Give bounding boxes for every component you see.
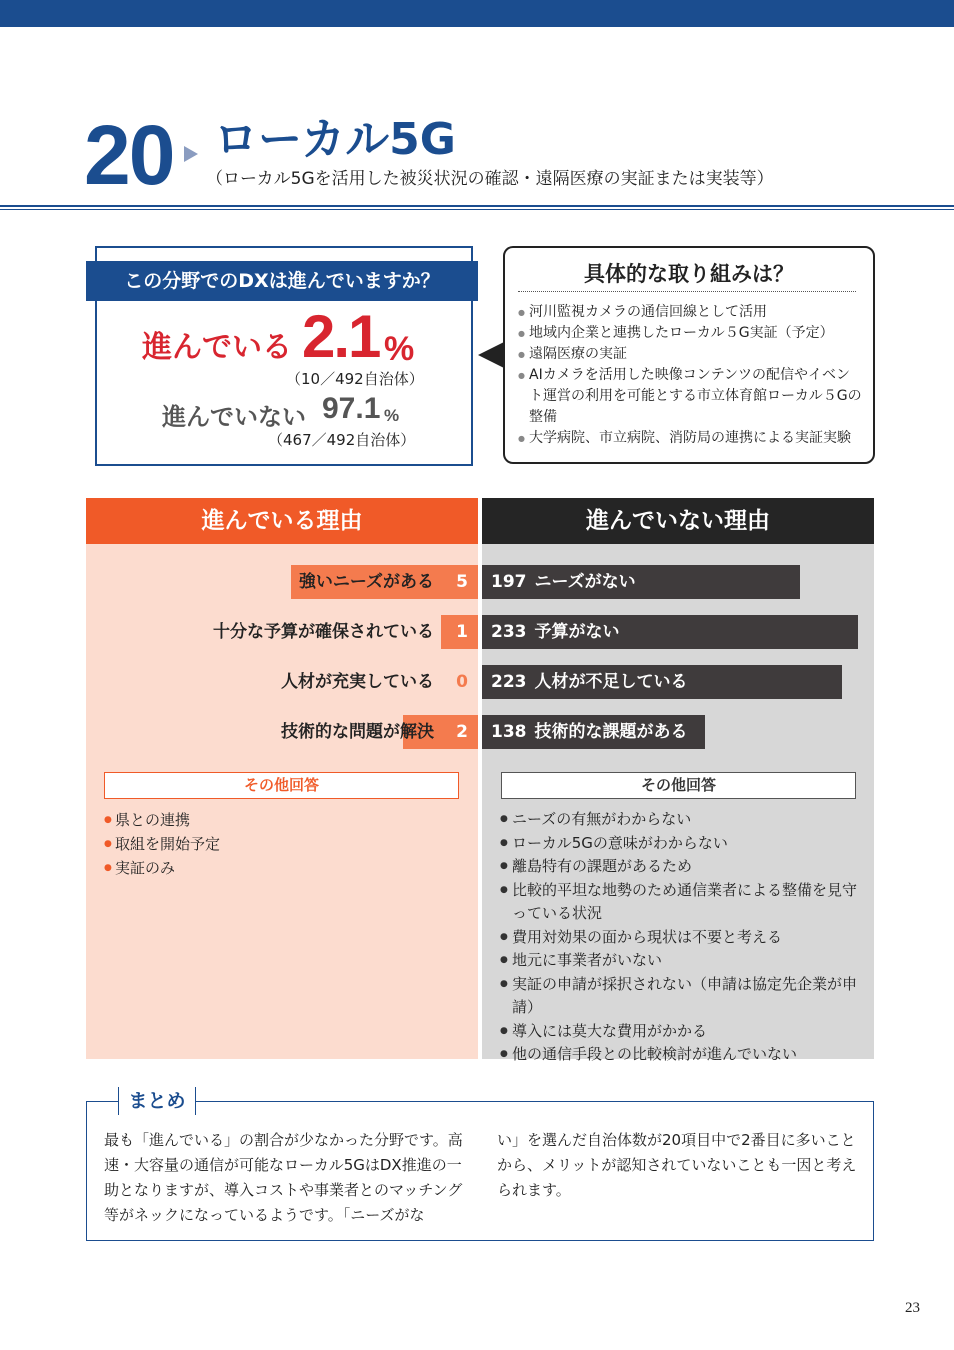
other-answer-item: ● 費用対効果の面から現状は不要と考える [500, 926, 862, 950]
progressing-reason-count: 1 [456, 622, 468, 642]
summary-title: まとめ [118, 1087, 196, 1115]
other-answer-item: ● ローカル5Gの意味がわからない [500, 832, 862, 856]
not-progressing-other-title: その他回答 [501, 772, 856, 799]
not-progressing-reason-label: ニーズがない [534, 572, 636, 592]
progressing-reason-count: 5 [456, 572, 468, 592]
initiative-item: ● 遠隔医療の実証 [518, 344, 862, 365]
not-progressing-reason [491, 665, 688, 699]
initiatives-divider [518, 291, 856, 292]
progressing-percent-sign: % [384, 330, 415, 368]
triangle-arrow-icon [184, 146, 198, 162]
progressing-reason-label: 強いニーズがある [298, 572, 434, 592]
header-rule [0, 205, 954, 207]
not-progressing-reason-label: 技術的な課題がある [534, 722, 688, 742]
not-progressing-percent-sign: % [384, 406, 400, 425]
progressing-other-list [104, 808, 464, 880]
not-progressing-reason [491, 565, 636, 599]
other-answer-item: ● ニーズの有無がわからない [500, 808, 862, 832]
progressing-percent: 2.1 [302, 303, 380, 370]
progressing-count: （10／492自治体） [286, 370, 424, 388]
other-answer-item: ● 実証の申請が採択されない（申請は協定先企業が申請） [500, 973, 862, 1020]
not-progressing-reason-count: 197 [491, 572, 527, 592]
not-progressing-reasons-header: 進んでいない理由 [482, 498, 874, 544]
not-progressing-reason-label: 人材が不足している [534, 672, 688, 692]
question-banner: この分野でのDXは進んでいますか？ [86, 261, 478, 301]
progressing-reason-label: 十分な予算が確保されている [213, 622, 434, 642]
not-progressing-reason [491, 615, 620, 649]
other-answer-item: ● 離島特有の課題があるため [500, 855, 862, 879]
section-title: ローカル5G [214, 114, 456, 165]
other-answer-item: ● 他の通信手段との比較検討が進んでいない [500, 1043, 862, 1067]
other-answer-item: ● 比較的平坦な地勢のため通信業者による整備を見守っている状況 [500, 879, 862, 926]
section-number: 20 [84, 108, 174, 202]
initiative-item: ● 地域内企業と連携したローカル５G実証（予定） [518, 323, 862, 344]
not-progressing-label: 進んでいない [162, 403, 306, 431]
progressing-reason-count: 2 [456, 722, 468, 742]
progressing-reasons-header: 進んでいる理由 [86, 498, 478, 544]
progressing-reason-count: 0 [456, 672, 468, 692]
not-progressing-other-list [500, 808, 862, 1067]
not-progressing-reason-count: 138 [491, 722, 527, 742]
not-progressing-reason [491, 715, 688, 749]
top-color-bar [0, 0, 954, 27]
other-answer-item: ● 地元に事業者がいない [500, 949, 862, 973]
not-progressing-reason-count: 223 [491, 672, 527, 692]
section-subtitle: （ローカル5Gを活用した被災状況の確認・遠隔医療の実証または実装等） [206, 169, 774, 189]
not-progressing-reason-count: 233 [491, 622, 527, 642]
initiatives-list [518, 302, 862, 449]
header-rule-thin [0, 209, 954, 210]
progressing-reason-label: 人材が充実している [281, 672, 434, 692]
summary-text-column-2: い」を選んだ自治体数が20項目中で2番目に多いことから、メリットが認知されていないことも一因と考えられます。 [497, 1131, 857, 1199]
other-answer-item: ● 取組を開始予定 [104, 832, 464, 856]
speech-pointer-icon [478, 342, 504, 368]
other-answer-item: ● 導入には莫大な費用がかかる [500, 1020, 862, 1044]
page-number: 23 [905, 1300, 920, 1316]
initiatives-title: 具体的な取り組みは？ [584, 262, 794, 286]
summary-text-column-1: 最も「進んでいる」の割合が少なかった分野です。高速・大容量の通信が可能なローカル5GはDX推進の一助となりますが、導入コストや事業者とのマッチング等がネックになっているようです。「ニーズがな [104, 1131, 463, 1224]
progressing-reason-label: 技術的な問題が解決 [281, 722, 434, 742]
not-progressing-percent: 97.1 [322, 392, 381, 425]
not-progressing-count: （467／492自治体） [268, 431, 416, 449]
other-answer-item: ● 実証のみ [104, 856, 464, 880]
other-answer-item: ● 県との連携 [104, 808, 464, 832]
initiative-item: ● 大学病院、市立病院、消防局の連携による実証実験 [518, 428, 862, 449]
not-progressing-reason-label: 予算がない [534, 622, 620, 642]
progressing-other-title: その他回答 [104, 772, 459, 799]
progressing-label: 進んでいる [142, 330, 292, 365]
initiative-item: ● 河川監視カメラの通信回線として活用 [518, 302, 862, 323]
initiative-item: ● AIカメラを活用した映像コンテンツの配信やイベント運営の利用を可能とする市立体育館ローカル５Gの整備 [518, 365, 862, 428]
